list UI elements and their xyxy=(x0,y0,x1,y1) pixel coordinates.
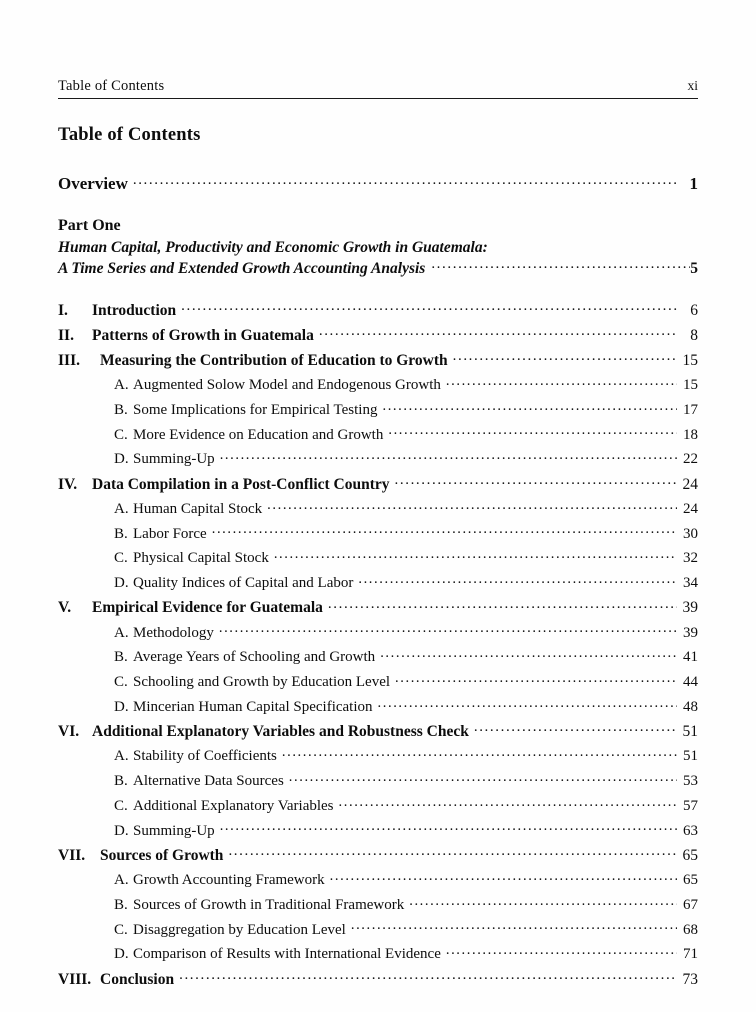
toc-entry-label: Data Compilation in a Post-Conflict Country xyxy=(92,475,390,493)
toc-entry-number: VII. xyxy=(58,846,86,864)
toc-entry-number: A. xyxy=(114,377,129,394)
toc-entry-label: Sources of Growth xyxy=(100,846,224,864)
toc-entry-number: V. xyxy=(58,599,72,617)
toc-entry-number: VI. xyxy=(58,723,80,741)
dot-leader xyxy=(382,399,677,414)
toc-entry-label: Some Implications for Empirical Testing xyxy=(133,401,378,418)
dot-leader xyxy=(330,869,677,884)
dot-leader xyxy=(453,349,677,365)
dot-leader xyxy=(220,820,677,835)
toc-entry-label: Augmented Solow Model and Endogenous Growth xyxy=(133,377,441,394)
dot-leader xyxy=(358,572,677,587)
toc-entry-number: A. xyxy=(114,748,129,765)
toc-entry-page: 15 xyxy=(683,377,698,394)
toc-entry-page: 24 xyxy=(683,500,698,517)
toc-entry-page: 51 xyxy=(682,723,698,741)
toc-subsection-row xyxy=(58,919,698,939)
toc-entry-page: 53 xyxy=(683,773,698,790)
dot-leader xyxy=(289,770,677,785)
toc-entry-page: 18 xyxy=(683,426,698,443)
toc-subsection-row xyxy=(58,943,698,963)
running-header-left: Table of Contents xyxy=(58,78,165,94)
toc-chapter-row xyxy=(58,300,698,320)
toc-entry-number: C. xyxy=(114,797,128,814)
dot-leader xyxy=(274,547,677,562)
toc-subsection-row xyxy=(58,523,698,543)
toc-entry-number: C. xyxy=(114,921,128,938)
dot-leader xyxy=(351,919,677,934)
toc-entry-number: D. xyxy=(114,946,129,963)
toc-entry-label: Summing-Up xyxy=(133,451,215,468)
toc-entry-page: 71 xyxy=(683,946,698,963)
toc-entry-number: D. xyxy=(114,575,129,592)
toc-entry-page: 67 xyxy=(683,896,698,913)
dot-leader xyxy=(282,745,677,760)
toc-entry-number: II. xyxy=(58,326,74,344)
toc-entry-overview xyxy=(58,172,698,193)
toc-entry-number: D. xyxy=(114,451,129,468)
toc-entry-page: 24 xyxy=(682,475,698,493)
toc-entry-label: Comparison of Results with International Evidence xyxy=(133,946,441,963)
toc-subsection-row xyxy=(58,646,698,666)
toc-chapter-row xyxy=(58,324,698,344)
dot-leader xyxy=(378,696,677,711)
dot-leader xyxy=(339,795,677,810)
dot-leader xyxy=(474,721,677,737)
toc-entry-page: 57 xyxy=(683,797,698,814)
toc-subsection-row xyxy=(58,424,698,444)
toc-entry-label: Empirical Evidence for Guatemala xyxy=(92,599,323,617)
toc-chapter-row xyxy=(58,473,698,493)
toc-entry-label: Growth Accounting Framework xyxy=(133,872,325,889)
dot-leader xyxy=(388,424,677,439)
part-page: 5 xyxy=(690,259,698,277)
toc-chapter-row xyxy=(58,968,698,988)
toc-entry-number: B. xyxy=(114,401,128,418)
toc-entry-page: 15 xyxy=(682,351,698,369)
toc-entry-number: B. xyxy=(114,896,128,913)
toc-chapter-row xyxy=(58,844,698,864)
toc-entry-number: B. xyxy=(114,649,128,666)
toc-entry-page: 68 xyxy=(683,921,698,938)
dot-leader xyxy=(267,498,677,513)
dot-leader xyxy=(446,943,677,958)
dot-leader xyxy=(431,257,690,273)
toc-subsection-row xyxy=(58,374,698,394)
toc-entry-label: Average Years of Schooling and Growth xyxy=(133,649,376,666)
toc-entry-number: A. xyxy=(114,624,129,641)
running-header xyxy=(58,78,698,99)
toc-subsection-row xyxy=(58,671,698,691)
dot-leader xyxy=(328,597,677,613)
toc-entry-page: 22 xyxy=(683,451,698,468)
toc-subsection-row xyxy=(58,448,698,468)
dot-leader xyxy=(395,671,677,686)
toc-entry-label: Measuring the Contribution of Education to Growth xyxy=(100,351,448,369)
toc-subsection-row xyxy=(58,770,698,790)
toc-entry-number: VIII. xyxy=(58,970,92,988)
toc-entry-page: 51 xyxy=(683,748,698,765)
toc-entry-label: Methodology xyxy=(133,624,214,641)
toc-entry-label: Patterns of Growth in Guatemala xyxy=(92,326,314,344)
toc-chapter-row xyxy=(58,597,698,617)
toc-entry-number: D. xyxy=(114,698,129,715)
toc-entry-page: 17 xyxy=(683,401,698,418)
toc-entry-label: Labor Force xyxy=(133,525,207,542)
toc-entry-number: C. xyxy=(114,550,128,567)
toc-entry-number: C. xyxy=(114,674,128,691)
toc-chapter-row xyxy=(58,721,698,741)
toc-entry-label: Quality Indices of Capital and Labor xyxy=(133,575,354,592)
toc-subsection-row xyxy=(58,745,698,765)
toc-chapter-row xyxy=(58,349,698,369)
toc-entry-label: Alternative Data Sources xyxy=(133,773,284,790)
toc-entry-page: 8 xyxy=(690,326,698,344)
toc-entry-page: 1 xyxy=(689,174,698,193)
toc-entry-label: Conclusion xyxy=(100,970,175,988)
toc-entry-label: Additional Explanatory Variables xyxy=(133,797,334,814)
toc-subsection-row xyxy=(58,498,698,518)
toc-entry-page: 44 xyxy=(683,674,698,691)
dot-leader xyxy=(181,300,677,316)
dot-leader xyxy=(219,622,677,637)
toc-entry-page: 32 xyxy=(683,550,698,567)
toc-entry-page: 48 xyxy=(683,698,698,715)
dot-leader xyxy=(212,523,677,538)
toc-subsection-row xyxy=(58,894,698,914)
toc-subsection-row xyxy=(58,572,698,592)
toc-entry-number: IV. xyxy=(58,475,78,493)
toc-entry-number: B. xyxy=(114,773,128,790)
toc-entry-page: 39 xyxy=(682,599,698,617)
toc-subsection-row xyxy=(58,622,698,642)
toc-entry-page: 63 xyxy=(683,822,698,839)
toc-entry-label: Overview xyxy=(58,174,128,193)
dot-leader xyxy=(228,844,677,860)
toc-entry-number: C. xyxy=(114,426,128,443)
dot-leader xyxy=(409,894,677,909)
toc-entry-label: More Evidence on Education and Growth xyxy=(133,426,384,443)
toc-entry-label: Introduction xyxy=(92,302,177,320)
dot-leader xyxy=(380,646,677,661)
toc-entry-page: 73 xyxy=(682,970,698,988)
toc-part-block xyxy=(58,217,698,278)
part-label: Part One xyxy=(58,216,121,234)
toc-entry-label: Schooling and Growth by Education Level xyxy=(133,674,391,691)
toc-entry-page: 34 xyxy=(683,575,698,592)
dot-leader xyxy=(395,473,677,489)
toc-subsection-row xyxy=(58,399,698,419)
toc-entry-number: A. xyxy=(114,500,129,517)
page-number: xi xyxy=(687,78,698,93)
part-title-line-1: Human Capital, Productivity and Economic Growth in Guatemala: xyxy=(58,238,488,256)
toc-entry-label: Summing-Up xyxy=(133,822,215,839)
toc-entry-number: III. xyxy=(58,351,80,369)
part-title-text: A Time Series and Extended Growth Accounting Analysis xyxy=(58,259,426,277)
toc-entry-page: 65 xyxy=(683,872,698,889)
toc-entry-label: Human Capital Stock xyxy=(133,500,263,517)
toc-entry-number: B. xyxy=(114,525,128,542)
toc-entry-label: Mincerian Human Capital Specification xyxy=(133,698,373,715)
dot-leader xyxy=(446,374,677,389)
part-title-line-2 xyxy=(58,257,698,278)
toc-entry-label: Physical Capital Stock xyxy=(133,550,269,567)
toc-entry-number: D. xyxy=(114,822,129,839)
toc-entry-number: A. xyxy=(114,872,129,889)
toc-content xyxy=(58,78,698,993)
page-title: Table of Contents xyxy=(58,125,201,145)
toc-entry-number: I. xyxy=(58,302,68,320)
toc-entry-page: 30 xyxy=(683,525,698,542)
toc-subsection-row xyxy=(58,696,698,716)
dot-leader xyxy=(319,324,677,340)
dot-leader xyxy=(179,968,677,984)
toc-entry-label: Additional Explanatory Variables and Robustness Check xyxy=(92,723,469,741)
toc-subsection-row xyxy=(58,820,698,840)
toc-entry-label: Stability of Coefficients xyxy=(133,748,277,765)
toc-subsection-row xyxy=(58,795,698,815)
toc-entry-list xyxy=(58,300,698,988)
toc-entry-label: Sources of Growth in Traditional Framework xyxy=(133,896,405,913)
toc-entry-label: Disaggregation by Education Level xyxy=(133,921,346,938)
toc-entry-page: 65 xyxy=(682,846,698,864)
toc-subsection-row xyxy=(58,547,698,567)
toc-subsection-row xyxy=(58,869,698,889)
toc-entry-page: 39 xyxy=(683,624,698,641)
dot-leader xyxy=(133,172,677,189)
dot-leader xyxy=(220,448,677,463)
toc-entry-page: 6 xyxy=(690,302,698,320)
toc-entry-page: 41 xyxy=(683,649,698,666)
